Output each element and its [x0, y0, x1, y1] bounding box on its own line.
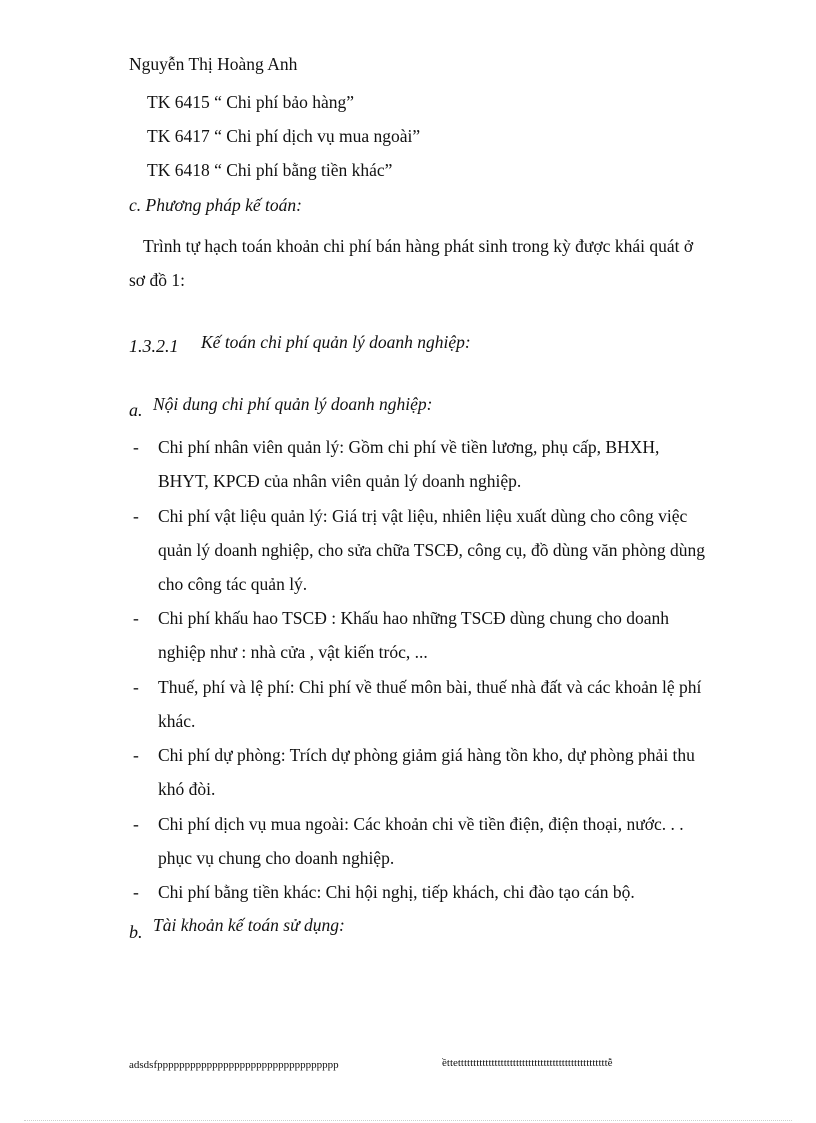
bullet-5-line-2: khó đòi.	[158, 779, 216, 799]
paragraph-line-2: sơ đồ 1:	[129, 270, 185, 290]
bullet-2-line-2: quản lý doanh nghiệp, cho sửa chữa TSCĐ, công cụ, đồ dùng văn phòng dùng	[158, 540, 705, 560]
author-name: Nguyễn Thị Hoàng Anh	[129, 54, 298, 74]
bullet-dash: -	[133, 882, 139, 902]
bullet-dash: -	[133, 677, 139, 697]
bullet-6-line-2: phục vụ chung cho doanh nghiệp.	[158, 848, 395, 868]
bullet-6-line-1: Chi phí dịch vụ mua ngoài: Các khoản chi về tiền điện, điện thoại, nước. . .	[158, 814, 684, 834]
heading-title: Kế toán chi phí quản lý doanh nghiệp:	[201, 332, 471, 352]
page-bottom-divider	[24, 1120, 792, 1121]
footer-left: adsdsfppppppppppppppppppppppppppppppppp	[129, 1059, 339, 1071]
bullet-2-line-3: cho công tác quản lý.	[158, 574, 308, 594]
bullet-4-line-1: Thuế, phí và lệ phí: Chi phí về thuế môn bài, thuế nhà đất và các khoản lệ phí	[158, 677, 702, 697]
section-a-title: Nội dung chi phí quản lý doanh nghiệp:	[153, 394, 433, 414]
bullet-5-line-1: Chi phí dự phòng: Trích dự phòng giảm giá hàng tồn kho, dự phòng phải thu	[158, 745, 695, 765]
bullet-dash: -	[133, 814, 139, 834]
section-a-letter: a.	[129, 400, 143, 420]
bullet-7-line-1: Chi phí bằng tiền khác: Chi hội nghị, tiếp khách, chi đào tạo cán bộ.	[158, 882, 635, 902]
bullet-1-line-2: BHYT, KPCĐ của nhân viên quản lý doanh nghiệp.	[158, 471, 522, 491]
section-b-letter: b.	[129, 922, 143, 942]
section-b-title: Tài khoản kế toán sử dụng:	[153, 915, 345, 935]
bullet-2-line-1: Chi phí vật liệu quản lý: Giá trị vật liệu, nhiên liệu xuất dùng cho công việc	[158, 506, 688, 526]
account-line-6417: TK 6417 “ Chi phí dịch vụ mua ngoài”	[147, 126, 421, 146]
heading-number: 1.3.2.1	[129, 336, 179, 356]
bullet-dash: -	[133, 506, 139, 526]
bullet-3-line-1: Chi phí khấu hao TSCĐ : Khấu hao những TSCĐ dùng chung cho doanh	[158, 608, 669, 628]
section-c-heading: c. Phương pháp kế toán:	[129, 195, 302, 215]
footer-right: ềttetttttttttttttttttttttttttttttttttttttttttttttttttễ	[442, 1057, 613, 1069]
paragraph-line-1: Trình tự hạch toán khoản chi phí bán hàng phát sinh trong kỳ được khái quát ở	[143, 236, 694, 256]
account-line-6415: TK 6415 “ Chi phí bảo hàng”	[147, 92, 355, 112]
bullet-3-line-2: nghiệp như : nhà cửa , vật kiến tróc, ...	[158, 642, 428, 662]
bullet-1-line-1: Chi phí nhân viên quản lý: Gồm chi phí về tiền lương, phụ cấp, BHXH,	[158, 437, 660, 457]
bullet-dash: -	[133, 745, 139, 765]
bullet-dash: -	[133, 608, 139, 628]
bullet-dash: -	[133, 437, 139, 457]
account-line-6418: TK 6418 “ Chi phí bằng tiền khác”	[147, 160, 393, 180]
bullet-4-line-2: khác.	[158, 711, 196, 731]
